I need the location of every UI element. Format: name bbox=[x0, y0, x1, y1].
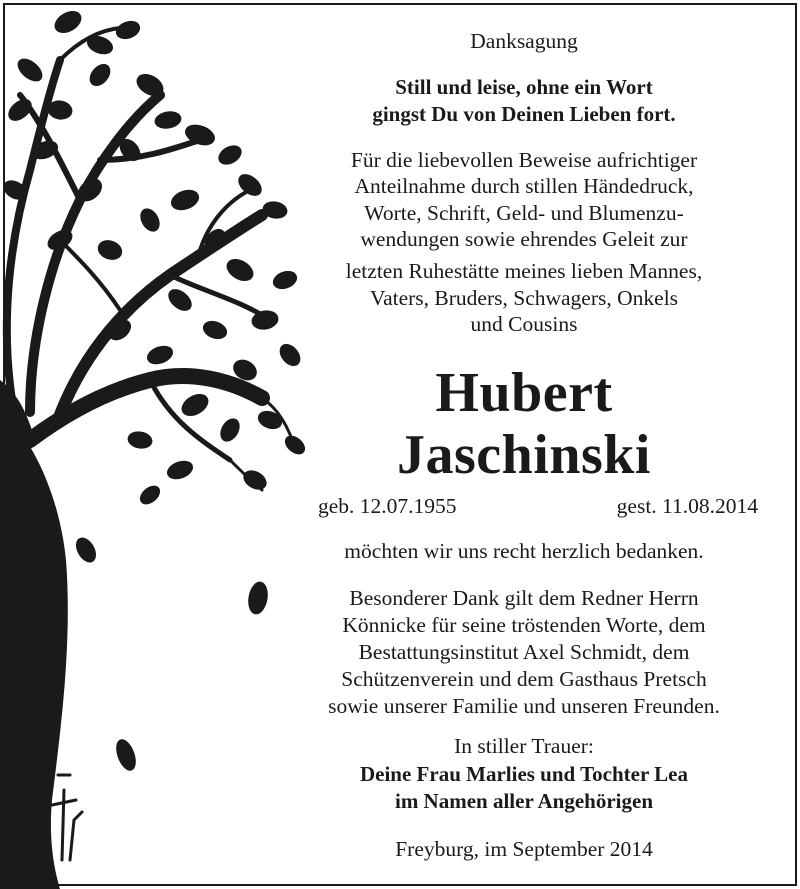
poem-line: gingst Du von Deinen Lieben fort. bbox=[372, 102, 676, 126]
intro-line: wendungen sowie ehrendes Geleit zur bbox=[360, 227, 688, 251]
intro-line: Für die liebevollen Beweise aufrichtiger bbox=[350, 148, 698, 172]
death-date: gest. 11.08.2014 bbox=[616, 494, 758, 518]
birth-date: geb. 12.07.1955 bbox=[318, 494, 457, 518]
intro-line: Vaters, Bruders, Schwagers, Onkels bbox=[369, 286, 679, 310]
special-thanks-line: Könnicke für seine tröstenden Worte, dem bbox=[342, 613, 706, 637]
intro-line: Anteilnahme durch stillen Händedruck, bbox=[354, 174, 694, 198]
deceased-last-name: Jaschinski bbox=[397, 424, 651, 486]
special-thanks-line: Schützenverein und dem Gasthaus Pretsch bbox=[341, 667, 707, 691]
intro-line: letzten Ruhestätte meines lieben Mannes, bbox=[345, 259, 703, 283]
intro-line: Worte, Schrift, Geld- und Blumenzu- bbox=[364, 201, 684, 225]
mourners-intro: In stiller Trauer: bbox=[454, 734, 594, 758]
mourners-line: im Namen aller Angehörigen bbox=[394, 789, 653, 813]
tree-silhouette-icon bbox=[0, 0, 310, 889]
poem-line: Still und leise, ohne ein Wort bbox=[395, 75, 653, 99]
special-thanks-line: Besonderer Dank gilt dem Redner Herrn bbox=[349, 586, 699, 610]
mourners-line: Deine Frau Marlies und Tochter Lea bbox=[359, 762, 689, 786]
place-date: Freyburg, im September 2014 bbox=[395, 837, 653, 861]
special-thanks-line: Bestattungsinstitut Axel Schmidt, dem bbox=[358, 640, 690, 664]
deceased-first-name: Hubert bbox=[435, 362, 613, 424]
intro-line: und Cousins bbox=[470, 312, 578, 336]
thanks-line: möchten wir uns recht herzlich bedanken. bbox=[344, 539, 704, 563]
special-thanks-line: sowie unserer Familie und unseren Freunden. bbox=[328, 694, 720, 718]
heading-danksagung: Danksagung bbox=[470, 29, 578, 53]
